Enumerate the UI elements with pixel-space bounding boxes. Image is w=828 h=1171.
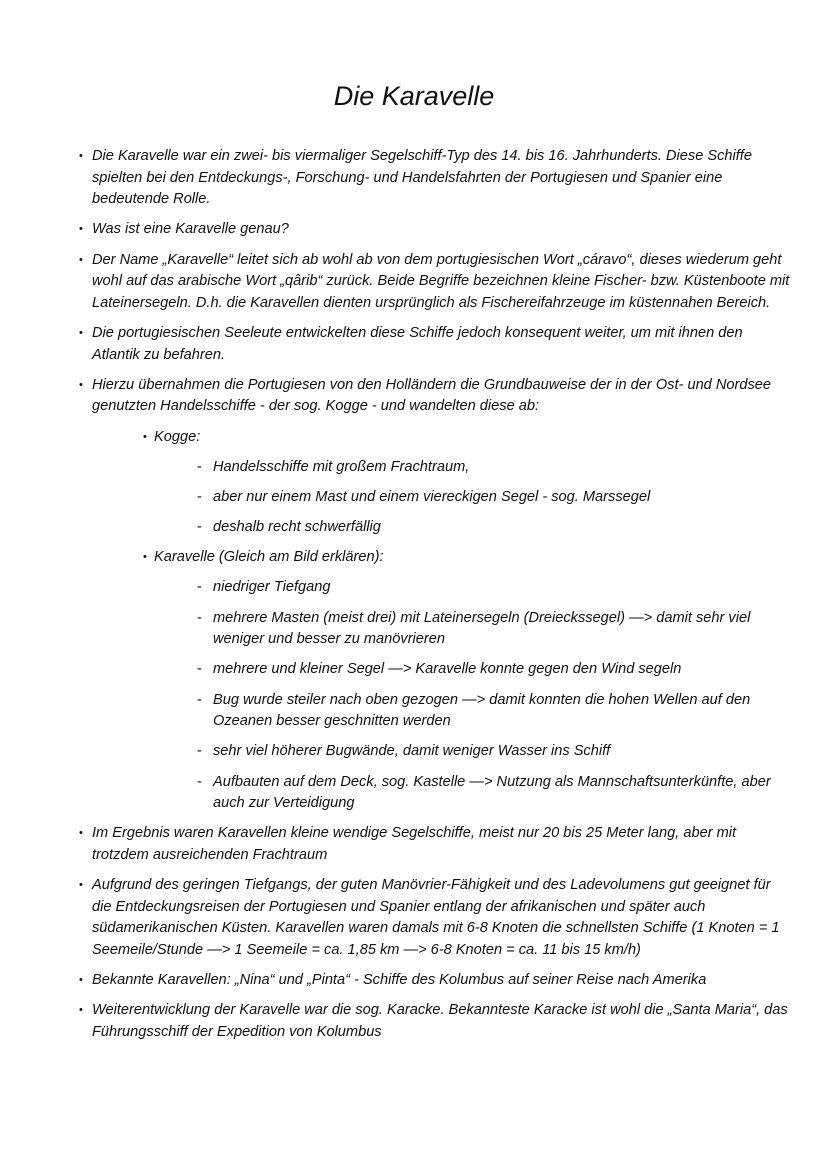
bullet-item: • Weiterentwicklung der Karavelle war die sog. Karacke. Bekannteste Karacke ist wohl die „Santa Maria“, das Führungsschiff der Expedition von Kolumbus: [92, 1000, 792, 1043]
bullet-item: • Bekannte Karavellen: „Nina“ und „Pinta“ - Schiffe des Kolumbus auf seiner Reise nach Amerika: [92, 970, 792, 992]
dash-item: - aber nur einem Mast und einem viereckigen Segel - sog. Marssegel: [213, 487, 792, 509]
sub-item-kogge: [154, 427, 792, 539]
dash-item: - mehrere Masten (meist drei) mit Lateinersegeln (Dreieckssegel) —> damit sehr viel weniger und besser zu manövrieren: [213, 608, 792, 651]
sub-list: [92, 427, 792, 815]
sub-item-label: Karavelle (Gleich am Bild erklären):: [154, 549, 384, 566]
bullet-item: • Was ist eine Karavelle genau?: [92, 219, 792, 241]
dash-item: - niedriger Tiefgang: [213, 577, 792, 599]
bullet-text: Hierzu übernahmen die Portugiesen von den Holländern die Grundbauweise der in der Ost- und Nordsee genutzten Handelsschiffe - der sog. Kogge - und wandelten diese ab:: [92, 376, 772, 415]
sub-item-label: Kogge:: [154, 428, 201, 445]
kogge-list: [154, 457, 792, 539]
karavelle-list: [154, 577, 792, 814]
dash-item: - sehr viel höherer Bugwände, damit weniger Wasser ins Schiff: [213, 741, 792, 763]
bullet-item: • Der Name „Karavelle“ leitet sich ab wohl ab von dem portugiesischen Wort „cáravo“, dieses wiederum geht wohl auf das arabische Wort „qârib“ zurück. Beide Begriffe bezeichnen kleine Fischer- bzw. Küstenboote mit Lateinersegeln. D.h. die Karavellen dienten ursprünglich als Fischereifahrzeuge im küstennahen Bereich.: [92, 250, 792, 315]
dash-item: - mehrere und kleiner Segel —> Karavelle konnte gegen den Wind segeln: [213, 659, 792, 681]
dash-item: - Handelsschiffe mit großem Frachtraum,: [213, 457, 792, 479]
bullet-item: • Im Ergebnis waren Karavellen kleine wendige Segelschiffe, meist nur 20 bis 25 Meter lang, aber mit trotzdem ausreichenden Frachtraum: [92, 823, 792, 866]
bullet-item: [92, 375, 792, 815]
page-title: Die Karavelle: [333, 81, 495, 111]
dash-item: - Aufbauten auf dem Deck, sog. Kastelle —> Nutzung als Mannschaftsunterkünfte, aber auch zur Verteidigung: [213, 772, 792, 815]
sub-item-karavelle: [154, 547, 792, 815]
bullet-item: • Aufgrund des geringen Tiefgangs, der guten Manövrier-Fähigkeit und des Ladevolumens gut geeignet für die Entdeckungsreisen der Portugiesen und Spanier entlang der afrikanischen und später auch südamerikanischen Küsten. Karavellen waren damals mit 6-8 Knoten die schnellsten Schiffe (1 Knoten = 1 Seemeile/Stunde —> 1 Seemeile = ca. 1,85 km —> 6-8 Knoten = ca. 11 bis 15 km/h): [92, 875, 792, 961]
bullet-item: • Die Karavelle war ein zwei- bis viermaliger Segelschiff-Typ des 14. bis 16. Jahrhunderts. Diese Schiffe spielten bei den Entdeckungs-, Forschung- und Handelsfahrten der Portugiesen und Spanier eine bedeutende Rolle.: [92, 146, 792, 211]
dash-item: - deshalb recht schwerfällig: [213, 517, 792, 539]
main-bullet-list: [92, 146, 792, 1052]
bullet-item: • Die portugiesischen Seeleute entwickelten diese Schiffe jedoch konsequent weiter, um mit ihnen den Atlantik zu befahren.: [92, 323, 792, 366]
dash-item: - Bug wurde steiler nach oben gezogen —> damit konnten die hohen Wellen auf den Ozeanen besser geschnitten werden: [213, 690, 792, 733]
